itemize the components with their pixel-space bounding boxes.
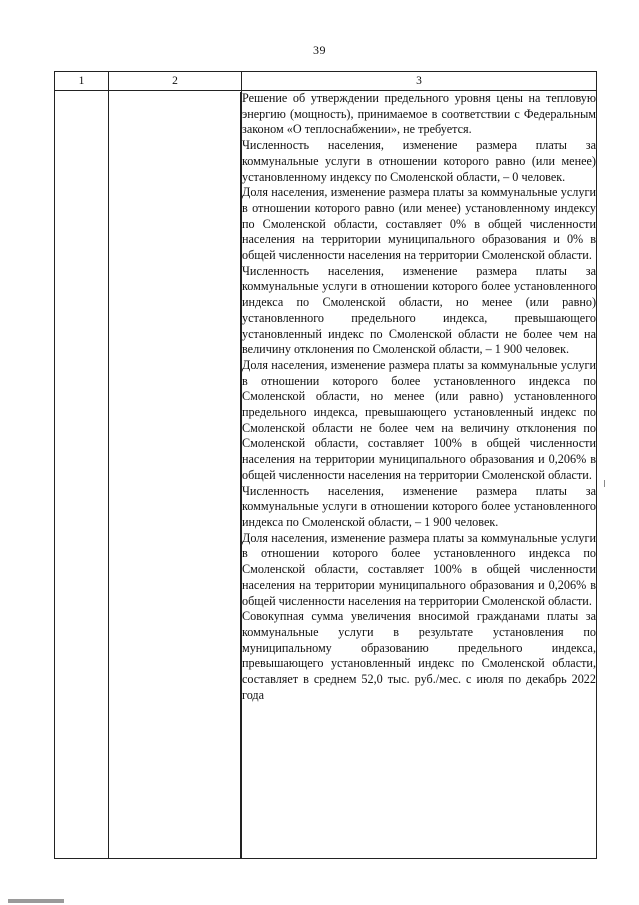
paragraph-share-within-deviation: Доля населения, изменение размера платы за коммунальные услуги в отношении которого более установленного индекса по Смоленской области, но менее (или равно) установленного предельного индекса, превышающего установленный индекс по Смоленской области не более чем на величину отклонения по Смоленской области, составляет 100% в общей численности населения на территории муниципального образования и 0,206% в общей численности населения на территории Смоленской области. (242, 357, 596, 482)
column-1-cell (55, 91, 109, 859)
table-row (55, 91, 597, 859)
column-header-2: 2 (109, 72, 242, 91)
column-header-1: 1 (55, 72, 109, 91)
paragraph-population-equal-index: Численность населения, изменение размера платы за коммунальные услуги в отношении которого равно (или менее) установленному индексу по Смоленской области, – 0 человек. (242, 138, 596, 184)
table-header-row (55, 72, 597, 91)
column-3-cell (242, 91, 597, 859)
scan-edge-mark (8, 899, 64, 903)
paragraph-price-decision: Решение об утверждении предельного уровня цены на тепловую энергию (мощность), принимаемое в соответствии с Федеральным законом «О теплоснабжении», не требуется. (242, 91, 596, 137)
paragraph-share-equal-index: Доля населения, изменение размера платы за коммунальные услуги в отношении которого равно (или менее) установленному индексу по Смоленской области, составляет 0% в общей численности населения на территории муниципального образования и 0% в общей численности населения на территории Смоленской области. (242, 185, 596, 263)
paragraph-population-above-index: Численность населения, изменение размера платы за коммунальные услуги в отношении которого более установленного индекса по Смоленской области, – 1 900 человек. (242, 483, 596, 529)
paragraph-population-within-deviation: Численность населения, изменение размера платы за коммунальные услуги в отношении которого более установленного индекса по Смоленской области, но менее (или равно) установленного предельного индекса, превышающего установленный индекс по Смоленской области не более чем на величину отклонения по Смоленской области, – 1 900 человек. (242, 263, 596, 357)
column-header-3: 3 (242, 72, 597, 91)
paragraph-total-increase: Совокупная сумма увеличения вносимой гражданами платы за коммунальные услуги в результате установления по муниципальному образованию предельного индекса, превышающего установленный индекс по Смоленской области, составляет в среднем 52,0 тыс. руб./мес. с июля по декабрь 2022 года (242, 609, 596, 702)
paragraph-share-above-index: Доля населения, изменение размера платы за коммунальные услуги в отношении которого более установленного индекса по Смоленской области, составляет 100% в общей численности населения на территории муниципального образования и 0,206% в общей численности населения на территории Смоленской области. (242, 530, 596, 608)
column-double-rule (240, 92, 243, 859)
document-table (54, 71, 597, 859)
column-2-cell (109, 91, 242, 859)
page-number: 39 (313, 43, 326, 57)
scan-edge-tick (604, 480, 605, 487)
